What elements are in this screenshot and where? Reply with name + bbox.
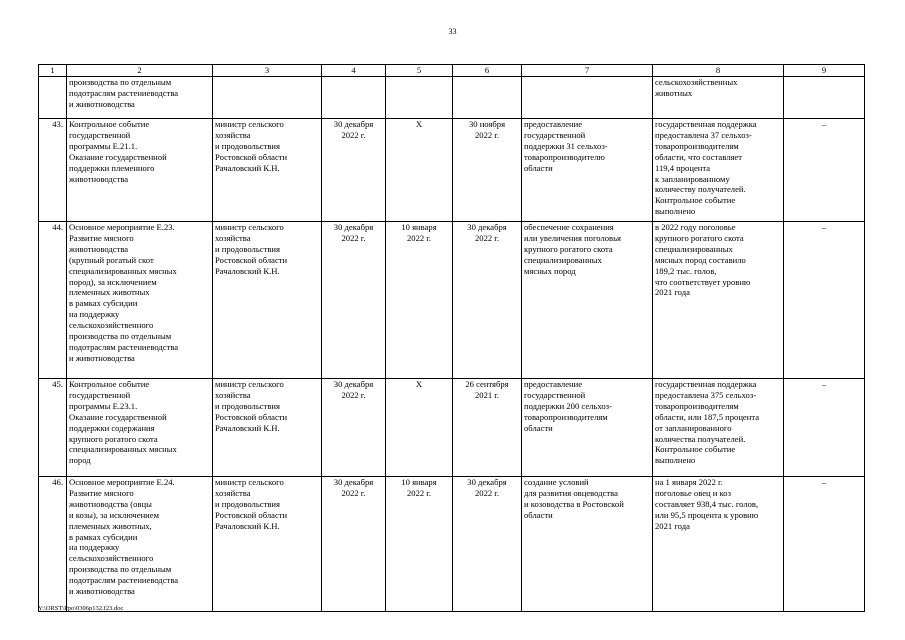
cell-name: производства по отдельным подотраслям растениеводства и животноводства <box>67 77 213 119</box>
table-row <box>39 222 865 379</box>
cell-expected-result: предоставление государственной поддержки 31 сельхоз- товаропроизводителю области <box>522 119 653 222</box>
cell-responsible: министр сельского хозяйства и продовольствия Ростовской области Рачаловский К.Н. <box>213 477 322 612</box>
cell-number: 44. <box>39 222 67 379</box>
cell-start-date: X <box>386 379 453 477</box>
cell-achieved-result: государственная поддержка предоставлена 375 сельхоз- товаропроизводителям области, или 187,5 процента от запланированного количества получателей. Контрольное событие выполнено <box>653 379 784 477</box>
cell-start-date: X <box>386 119 453 222</box>
cell-achieved: сельскохозяйственных животных <box>653 77 784 119</box>
cell-empty <box>213 77 322 119</box>
table-row <box>39 379 865 477</box>
cell-responsible: министр сельского хозяйства и продовольствия Ростовской области Рачаловский К.Н. <box>213 379 322 477</box>
cell-problems: – <box>784 379 865 477</box>
column-header: 6 <box>453 65 522 77</box>
cell-problems: – <box>784 222 865 379</box>
cell-actual-date: 30 декабря 2022 г. <box>453 222 522 379</box>
cell-empty <box>784 77 865 119</box>
cell-responsible: министр сельского хозяйства и продовольствия Ростовской области Рачаловский К.Н. <box>213 222 322 379</box>
cell-responsible: министр сельского хозяйства и продовольствия Ростовской области Рачаловский К.Н. <box>213 119 322 222</box>
cell-expected-result: создание условий для развития овцеводства и козоводства в Ростовской области <box>522 477 653 612</box>
page-number: 33 <box>448 27 457 36</box>
cell-name: Основное мероприятие Е.24. Развитие мясного животноводства (овцы и козы), за исключением племенных животных, в рамках субсидии на поддержку сельскохозяйственного производства по отдельным подотраслям растениеводства и животноводства <box>67 477 213 612</box>
cell-empty <box>522 77 653 119</box>
column-number-header <box>39 65 865 77</box>
cell-planned-date: 30 декабря 2022 г. <box>322 119 386 222</box>
cell-start-date: 10 января 2022 г. <box>386 477 453 612</box>
cell-name: Основное мероприятие Е.23. Развитие мясного животноводства (крупный рогатый скот специализированных мясных пород), за исключением племенных животных в рамках субсидии на поддержку сельскохозяйственного производства по отдельным подотраслям растениеводства и животноводства <box>67 222 213 379</box>
column-header: 2 <box>67 65 213 77</box>
cell-name: Контрольное событие государственной программы Е.21.1. Оказание государственной поддержки племенного животноводства <box>67 119 213 222</box>
column-header: 9 <box>784 65 865 77</box>
column-header: 1 <box>39 65 67 77</box>
cell-number: 43. <box>39 119 67 222</box>
column-header: 3 <box>213 65 322 77</box>
cell-planned-date: 30 декабря 2022 г. <box>322 379 386 477</box>
report-table <box>38 64 865 612</box>
column-header: 7 <box>522 65 653 77</box>
cell-problems: – <box>784 477 865 612</box>
table-row <box>39 119 865 222</box>
cell-expected-result: обеспечение сохранения или увеличения поголовья крупного рогатого скота специализированных мясных пород <box>522 222 653 379</box>
cell-number: 45. <box>39 379 67 477</box>
table-row <box>39 477 865 612</box>
cell-empty <box>453 77 522 119</box>
column-header: 8 <box>653 65 784 77</box>
cell-empty <box>322 77 386 119</box>
cell-number: 46. <box>39 477 67 612</box>
cell-name: Контрольное событие государственной программы Е.23.1. Оказание государственной поддержки содержания крупного рогатого скота специализированных мясных пород <box>67 379 213 477</box>
cell-empty <box>39 77 67 119</box>
cell-actual-date: 26 сентября 2021 г. <box>453 379 522 477</box>
file-path-footer: Y:\ORST\Ppo\0306p132.f23.doc <box>38 605 124 612</box>
cell-planned-date: 30 декабря 2022 г. <box>322 222 386 379</box>
continuation-row <box>39 77 865 119</box>
cell-actual-date: 30 декабря 2022 г. <box>453 477 522 612</box>
cell-achieved-result: в 2022 году поголовье крупного рогатого скота специализированных мясных пород составило 189,2 тыс. голов, что соответствует уровню 2021 года <box>653 222 784 379</box>
cell-achieved-result: на 1 января 2022 г. поголовье овец и коз составляет 938,4 тыс. голов, или 95,5 процента к уровню 2021 года <box>653 477 784 612</box>
cell-empty <box>386 77 453 119</box>
cell-problems: – <box>784 119 865 222</box>
column-header: 4 <box>322 65 386 77</box>
cell-actual-date: 30 ноября 2022 г. <box>453 119 522 222</box>
cell-start-date: 10 января 2022 г. <box>386 222 453 379</box>
cell-achieved-result: государственная поддержка предоставлена 37 сельхоз- товаропроизводителям области, что составляет 119,4 процента к запланированному количеству получателей. Контрольное событие выполнено <box>653 119 784 222</box>
column-header: 5 <box>386 65 453 77</box>
cell-planned-date: 30 декабря 2022 г. <box>322 477 386 612</box>
cell-expected-result: предоставление государственной поддержки 200 сельхоз- товаропроизводителям области <box>522 379 653 477</box>
